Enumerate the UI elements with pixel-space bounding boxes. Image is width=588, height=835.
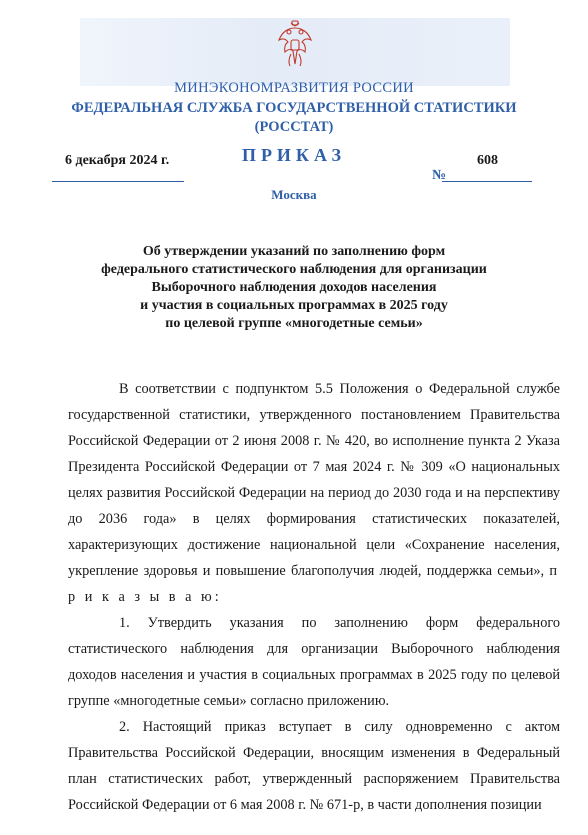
clause-1: 1. Утвердить указания по заполнению форм федерального статистического наблюдения для организации Выборочного наблюдения доходов населения и участия в социальных программах в 2025 году по целевой группе «многодетные семьи» согласно приложению. [68, 615, 560, 709]
service-name-line1: ФЕДЕРАЛЬНАЯ СЛУЖБА ГОСУДАРСТВЕННОЙ СТАТИСТИКИ [71, 100, 517, 116]
heading-line: и участия в социальных программах в 2025 году [140, 298, 448, 313]
number-underline [442, 181, 532, 182]
heading-line: федерального статистического наблюдения для организации [101, 262, 487, 277]
number-sign: № [432, 168, 447, 183]
date-underline [52, 181, 184, 182]
document-body [68, 376, 560, 818]
clause-2: 2. Настоящий приказ вступает в силу одновременно с актом Правительства Российской Федерации, вносящим изменения в Федеральный план статистических работ, утвержденный распоряжением Правительства Российской Федерации от 6 мая 2008 г. № 671-р, в части дополнения позиции [68, 719, 560, 813]
preamble-paragraph [68, 376, 560, 610]
order-number: 608 [477, 153, 498, 168]
service-name [0, 99, 588, 137]
heading-line: по целевой группе «многодетные семьи» [165, 316, 423, 331]
ministry-name: МИНЭКОНОМРАЗВИТИЯ РОССИИ [174, 80, 414, 96]
order-command: п р и к а з ы в а ю: [68, 563, 560, 605]
order-date: 6 декабря 2024 г. [65, 153, 170, 168]
document-type: ПРИКАЗ [241, 145, 347, 165]
city: Москва [271, 187, 317, 202]
heading-line: Выборочного наблюдения доходов населения [151, 280, 437, 295]
heading-line: Об утверждении указаний по заполнению форм [142, 244, 446, 259]
coat-of-arms-icon [274, 20, 316, 70]
document-heading [60, 243, 528, 333]
service-name-line2: (РОССТАТ) [254, 119, 334, 135]
preamble-text: В соответствии с подпунктом 5.5 Положения о Федеральной службе государственной статистики, утвержденного постановлением Правительства Российской Федерации от 2 июня 2008 г. № 420, во исполнение пункта 2 Указа Президента Российской Федерации от 7 мая 2024 г. № 309 «О национальных целях развития Российской Федерации на период до 2030 года и на перспективу до 2036 года» в целях формирования статистических показателей, характеризующих достижение национальной цели «Сохранение населения, укрепление здоровья и повышение благополучия людей, поддержка семьи», [68, 381, 560, 579]
